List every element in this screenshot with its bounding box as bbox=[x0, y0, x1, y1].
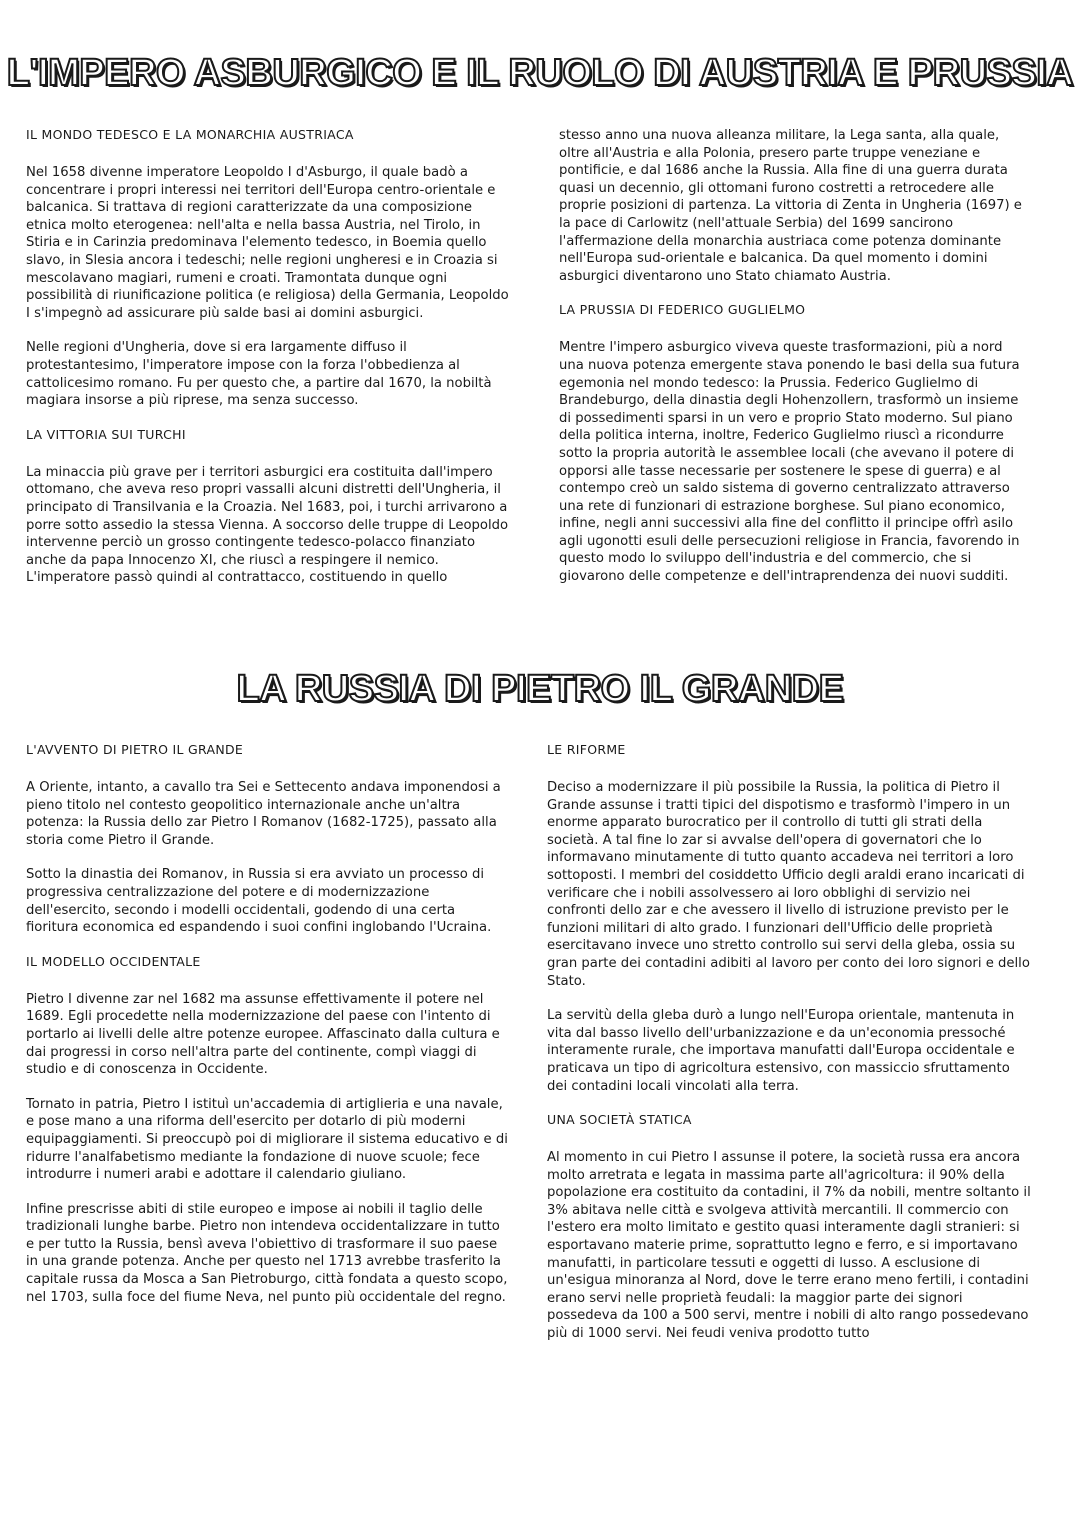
section-heading: IL MODELLO OCCIDENTALE bbox=[26, 953, 201, 969]
paragraph: Nelle regioni d'Ungheria, dove si era largamente diffuso il protestantesimo, l'imperatore impose con la forza l'obbedienza al cattolicesimo romano. Fu per questo che, a partire dal 1670, la nobiltà magiara insorse a più riprese, ma senza successo. bbox=[26, 340, 492, 409]
paragraph: Tornato in patria, Pietro I istituì un'accademia di artiglieria e una navale, e pose mano a una riforma dell'esercito per dotarlo di più moderni equipaggiamenti. Si preoccupò poi di migliorare il sistema educativo e di ridurre l'analfabetismo mediante la fondazione di nuove scuole; fece introdurre i numeri arabi e adottare il calendario giuliano. bbox=[26, 1096, 508, 1183]
paragraph: Deciso a modernizzare il più possibile la Russia, la politica di Pietro il Grande assunse i tratti tipici del dispotismo e trasformò l'impero in un enorme apparato burocratico per il controllo di tutti gli strati della società. A tal fine lo zar si avvalse dell'opera di governatori che lo informavano minutamente di tutto quanto accadeva nei territori a loro sottoposti. I membri del cosiddetto Ufficio degli araldi erano incaricati di verificare che i nobili assolvessero ai loro obblighi di servizio nei confronti dello zar e che avessero il livello di istruzione previsto per le funzioni militari di alto grado. I funzionari dell'Ufficio delle proprietà esercitavano invece uno stretto controllo sui servi della gleba, ossia su gran parte dei contadini adibiti al lavoro per conto dei loro signori e dello Stato. bbox=[547, 780, 1030, 989]
bottom-right-column bbox=[547, 742, 1031, 1343]
section-heading: IL MONDO TEDESCO E LA MONARCHIA AUSTRIACA bbox=[26, 127, 354, 142]
paragraph: Infine prescrisse abiti di stile europeo e impose ai nobili il taglio delle tradizionali lunghe barbe. Pietro non intendeva occidentalizzare in tutto e per tutto la Russia, bensì aveva l'obiettivo di trasformare il suo paese in una grande potenza. Anche per questo nel 1713 avrebbe trasferito la capitale russa da Mosca a San Pietroburgo, città fondata a questo scopo, nel 1703, sulla foce del fiume Neva, nel punto più occidentale del regno. bbox=[26, 1201, 508, 1305]
paragraph: Mentre l'impero asburgico viveva queste trasformazioni, più a nord una nuova potenza emergente stava ponendo le basi della sua futura egemonia nel mondo tedesco: la Prussia. Federico Guglielmo di Brandeburgo, della dinastia degli Hohenzollern, trasformò un insieme di possedimenti sparsi in un vero e proprio Stato moderno. Sul piano della politica interna, inoltre, Federico Guglielmo riuscì a ricondurre sotto la propria autorità le assemblee locali (che avevano il potere di opporsi alle tasse necessarie per sostenere le spese di guerra) e al contempo creò un saldo sistema di governo centralizzato attraverso una rete di funzionari di estrazione borghese. Sul piano economico, infine, negli anni successivi alla fine del conflitto il principe offrì asilo agli ugonotti esuli delle persecuzioni religiose in Francia, favorendo in questo modo lo sviluppo dell'industria e del commercio, che si giovarono delle competenze e dell'intraprendenza dei nuovi sudditi. bbox=[559, 340, 1020, 585]
page-title-top: L'IMPERO ASBURGICO E IL RUOLO DI AUSTRIA E PRUSSIA bbox=[6, 52, 1074, 94]
paragraph: Nel 1658 divenne imperatore Leopoldo I d'Asburgo, il quale badò a concentrare i propri interessi nei territori dell'Europa centro-orientale e balcanica. Si trattava di regioni caratterizzate da una composizione etnica molto eterogenea: nell'alta e nella bassa Austria, nel Tirolo, in Stiria e in Carinzia predominava l'elemento tedesco, in Boemia quello slavo, in Slesia ancora i tedeschi; nelle regioni ungheresi e in Croazia si mescolavano magiari, rumeni e croati. Tramontata dunque ogni possibilità di riunificazione politica (e religiosa) della Germania, Leopoldo I s'impegnò ad assicurare più salde basi ai domini asburgici. bbox=[26, 165, 509, 321]
section-heading: LE RIFORME bbox=[547, 742, 626, 757]
section-heading: LA PRUSSIA DI FEDERICO GUGLIELMO bbox=[559, 302, 806, 318]
bottom-left-column bbox=[26, 742, 510, 1306]
paragraph: Pietro I divenne zar nel 1682 ma assunse effettivamente il potere nel 1689. Egli procedette nella modernizzazione del paese con l'intento di portarlo ai livelli delle altre potenze europee. Affascinato dalla cultura e dai progressi in corso nell'altra parte del continente, compì viaggi di studio e di conoscenza in Occidente. bbox=[26, 991, 500, 1078]
paragraph: stesso anno una nuova alleanza militare, la Lega santa, alla quale, oltre all'Austria e alla Polonia, presero parte truppe veneziane e pontificie, e dal 1686 anche la Russia. Alla fine di una guerra durata quasi un decennio, gli ottomani furono costretti a retrocedere alle proprie posizioni di partenza. La vittoria di Zenta in Ungheria (1697) e la pace di Carlowitz (nell'attuale Serbia) del 1699 sancirono l'affermazione della monarchia austriaca come potenza dominante nell'Europa sud-orientale e balcanica. Da quel momento i domini asburgici diventarono uno Stato chiamato Austria. bbox=[559, 128, 1022, 284]
paragraph: La minaccia più grave per i territori asburgici era costituita dall'impero ottomano, che aveva reso propri vassalli alcuni distretti dell'Ungheria, il principato di Transilvania e la Croazia. Nel 1683, poi, i turchi arrivarono a porre sotto assedio la stessa Vienna. A soccorso delle truppe di Leopoldo intervenne perciò un grosso contingente tedesco-polacco finanziato anche da papa Innocenzo XI, che riuscì a respingere il nemico. L'imperatore passò quindi al contrattacco, costituendo in quello bbox=[26, 464, 509, 586]
section-heading: LA VITTORIA SUI TURCHI bbox=[26, 426, 186, 442]
page-title-bottom: LA RUSSIA DI PIETRO IL GRANDE bbox=[236, 668, 844, 710]
paragraph: Al momento in cui Pietro I assunse il potere, la società russa era ancora molto arretrata e legata in massima parte all'agricoltura: il 90% della popolazione era costituito da contadini, il 7% da nobili, mentre soltanto il 3% abitava nelle città e svolgeva attività mercantili. Il commercio con l'estero era molto limitato e gestito quasi interamente dagli stranieri: si esportavano materie prime, soprattutto legno e ferro, e si importavano manufatti, in particolare tessuti e oggetti di lusso. A esclusione di un'esigua minoranza al Nord, dove le terre erano meno fertili, i contadini erano servi nelle proprietà feudali: la maggior parte dei signori possedeva da 100 a 500 servi, mentre i nobili di alto rango possedevano più di 1000 servi. Nei feudi veniva prodotto tutto bbox=[547, 1150, 1031, 1342]
paragraph: A Oriente, intanto, a cavallo tra Sei e Settecento andava imponendosi a pieno titolo nel contesto geopolitico internazionale anche un'altra potenza: la Russia dello zar Pietro I Romanov (1682-1725), passato alla storia come Pietro il Grande. bbox=[26, 780, 501, 848]
top-right-column bbox=[559, 127, 1031, 586]
top-left-column bbox=[26, 127, 514, 587]
paragraph: Sotto la dinastia dei Romanov, in Russia si era avviato un processo di progressiva centralizzazione del potere e di modernizzazione dell'esercito, secondo i modelli occidentali, godendo di una certa fioritura economica ed espandendo i suoi confini inglobando l'Ucraina. bbox=[26, 867, 492, 936]
paragraph: La servitù della gleba durò a lungo nell'Europa orientale, mantenuta in vita dal basso livello dell'urbanizzazione e da un'economia pressoché interamente rurale, che importava manufatti dall'Europa occidentale e praticava un tipo di agricoltura estensivo, con massiccio sfruttamento dei contadini locali vincolati alla terra. bbox=[547, 1008, 1015, 1094]
section-heading: L'AVVENTO DI PIETRO IL GRANDE bbox=[26, 742, 244, 757]
section-heading: UNA SOCIETÀ STATICA bbox=[547, 1112, 692, 1128]
